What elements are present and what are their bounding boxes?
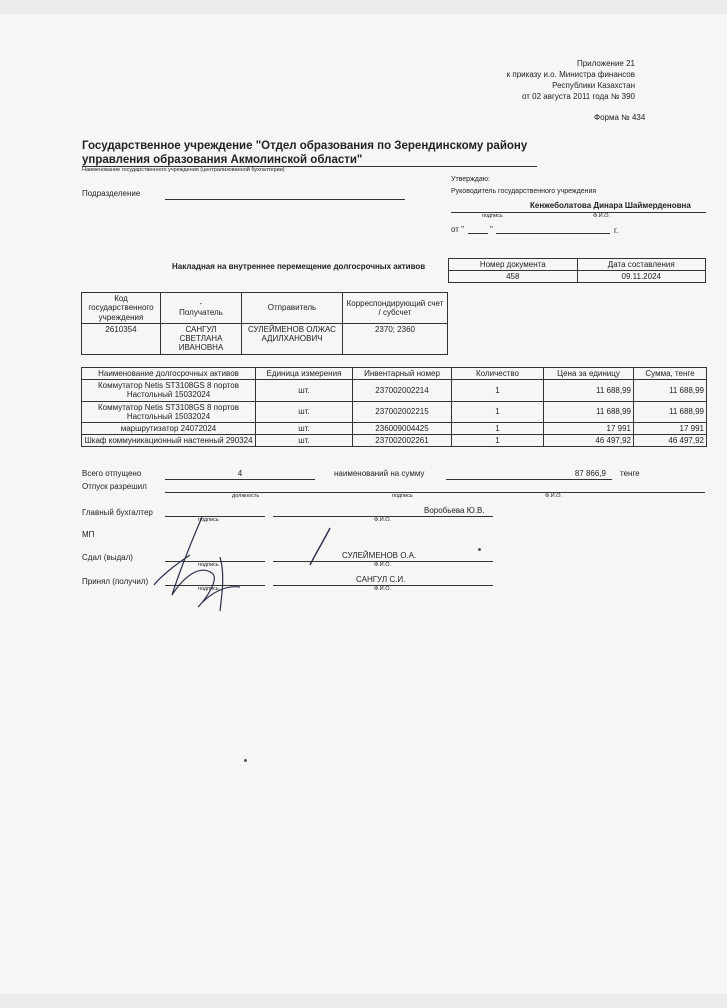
org-name-line2: управления образования Акмолинской области" (82, 154, 363, 166)
ink-dot (244, 759, 247, 762)
items-header-name: Наименование долгосрочных активов (82, 368, 256, 380)
item-unit: шт. (256, 435, 353, 447)
chief-name: Воробьева Ю.В. (424, 506, 485, 515)
item-qty: 1 (452, 380, 544, 401)
approve-date-suffix: г. (614, 226, 619, 235)
doc-date: 09.11.2024 (577, 271, 706, 283)
allowed-label: Отпуск разрешил (82, 482, 147, 491)
appendix-line: к приказу и.о. Министра финансов (506, 70, 635, 79)
item-inventory: 237002002214 (353, 380, 452, 401)
parties-header-receiver (161, 293, 242, 324)
item-qty: 1 (452, 435, 544, 447)
names-label: наименований на сумму (334, 469, 425, 478)
released-label: Всего отпущено (82, 469, 142, 478)
ink-dot (478, 548, 481, 551)
item-sum: 11 688,99 (634, 380, 707, 401)
got-fio-caption: Ф.И.О. (374, 586, 391, 592)
allowed-sign-caption: подпись (392, 493, 413, 499)
gave-fio-caption: Ф.И.О. (374, 562, 391, 568)
doc-date-header: Дата составления (577, 259, 706, 271)
appendix-line: Республики Казахстан (552, 81, 635, 90)
sign-caption: подпись (482, 213, 503, 219)
parties-header-sender: Отправитель (242, 293, 343, 324)
got-label: Принял (получил) (82, 577, 149, 586)
handwritten-signature-1 (150, 515, 260, 615)
table-row (82, 401, 707, 422)
approve-date-prefix: от " (451, 225, 464, 234)
org-name (82, 139, 527, 167)
item-price: 46 497,92 (544, 435, 634, 447)
chief-fio-caption: Ф.И.О. (374, 517, 391, 523)
subdivision-label: Подразделение (82, 189, 141, 198)
table-row (82, 435, 707, 447)
doc-number: 458 (449, 271, 578, 283)
item-unit: шт. (256, 422, 353, 434)
org-name-line1: Государственное учреждение "Отдел образования по Зерендинскому району (82, 140, 528, 152)
parties-code: 2610354 (82, 324, 161, 355)
appendix-block (507, 58, 635, 102)
chief-sign-caption: подпись (198, 517, 219, 523)
item-price: 11 688,99 (544, 401, 634, 422)
released-count: 4 (237, 469, 243, 478)
item-unit: шт. (256, 380, 353, 401)
item-sum: 46 497,92 (634, 435, 707, 447)
item-unit: шт. (256, 401, 353, 422)
item-price: 17 991 (544, 422, 634, 434)
item-name: Коммутатор Netis ST3108GS 8 портов Настольный 15032024 (82, 401, 256, 422)
item-sum: 17 991 (634, 422, 707, 434)
parties-header-code: Код государственного учреждения (82, 293, 161, 324)
items-header-unit: Единица измерения (256, 368, 353, 380)
parties-receiver: САНГУЛ СВЕТЛАНА ИВАНОВНА (161, 324, 242, 355)
got-name: САНГУЛ С.И. (356, 575, 406, 584)
approve-label: Утверждаю: (451, 176, 490, 183)
handwritten-signature-2 (300, 525, 340, 570)
gave-name: СУЛЕЙМЕНОВ О.А. (342, 551, 417, 560)
item-inventory: 237002002215 (353, 401, 452, 422)
item-inventory: 236009004425 (353, 422, 452, 434)
item-inventory: 237002002261 (353, 435, 452, 447)
total-sum: 87 866,9 (574, 469, 606, 478)
item-name: маршрутизатор 24072024 (82, 422, 256, 434)
appendix-line: Приложение 21 (576, 59, 635, 68)
items-header-inventory: Инвентарный номер (353, 368, 452, 380)
items-table (81, 367, 707, 447)
parties-header-receiver-label: Получатель (179, 308, 223, 317)
got-sign-caption: подпись (198, 586, 219, 592)
form-number: Форма № 434 (594, 113, 646, 122)
head-label: Руководитель государственного учреждения (451, 188, 597, 195)
items-header-sum: Сумма, тенге (634, 368, 707, 380)
parties-header-account: Корреспондирующий счет / субсчет (343, 293, 448, 324)
gave-label: Сдал (выдал) (82, 553, 133, 562)
doc-number-header: Номер документа (449, 259, 578, 271)
currency: тенге (620, 469, 640, 478)
parties-table (81, 292, 448, 355)
doc-number-table (448, 258, 706, 283)
item-sum: 11 688,99 (634, 401, 707, 422)
item-name: Коммутатор Netis ST3108GS 8 портов Настольный 15032024 (82, 380, 256, 401)
items-header-qty: Количество (452, 368, 544, 380)
items-header-price: Цена за единицу (544, 368, 634, 380)
gave-sign-caption: подпись (198, 562, 219, 568)
pos-caption: должность (232, 493, 260, 499)
parties-sender: СУЛЕЙМЕНОВ ОЛЖАС АДИЛХАНОВИЧ (242, 324, 343, 355)
approve-date-mid: " (490, 225, 493, 234)
org-caption: Наименование государственного учреждения (централизованной бухгалтерии) (82, 167, 285, 173)
head-name: Кенжеболатова Динара Шаймерденовна (530, 201, 691, 210)
item-price: 11 688,99 (544, 380, 634, 401)
item-qty: 1 (452, 422, 544, 434)
table-row (82, 380, 707, 401)
item-name: Шкаф коммуникационный настенный 290324 (82, 435, 256, 447)
appendix-line: от 02 августа 2011 года № 390 (522, 92, 635, 101)
mp-label: МП (82, 530, 95, 539)
fio-caption: Ф.И.О. (593, 213, 610, 219)
subdivision-field (165, 199, 405, 200)
doc-title: Накладная на внутреннее перемещение долгосрочных активов (172, 262, 426, 271)
table-row (82, 422, 707, 434)
allowed-fio-caption: Ф.И.О. (545, 493, 562, 499)
item-qty: 1 (452, 401, 544, 422)
chief-label: Главный бухгалтер (82, 508, 153, 517)
parties-account: 2370; 2360 (343, 324, 448, 355)
parties-header-dash: - (199, 299, 203, 308)
